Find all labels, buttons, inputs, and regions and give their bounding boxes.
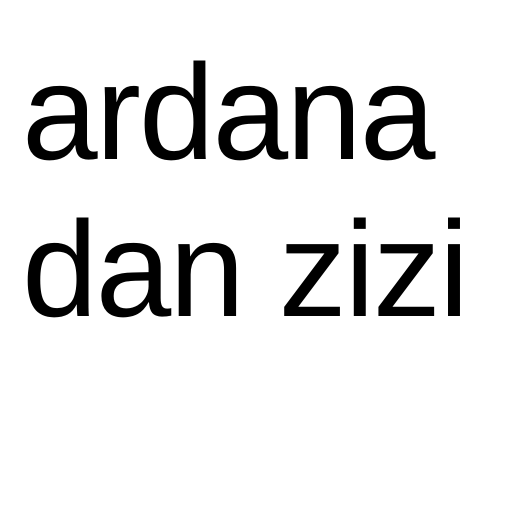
text-line-2: dan zizi [22, 193, 468, 345]
text-line-1: ardana [22, 36, 434, 188]
